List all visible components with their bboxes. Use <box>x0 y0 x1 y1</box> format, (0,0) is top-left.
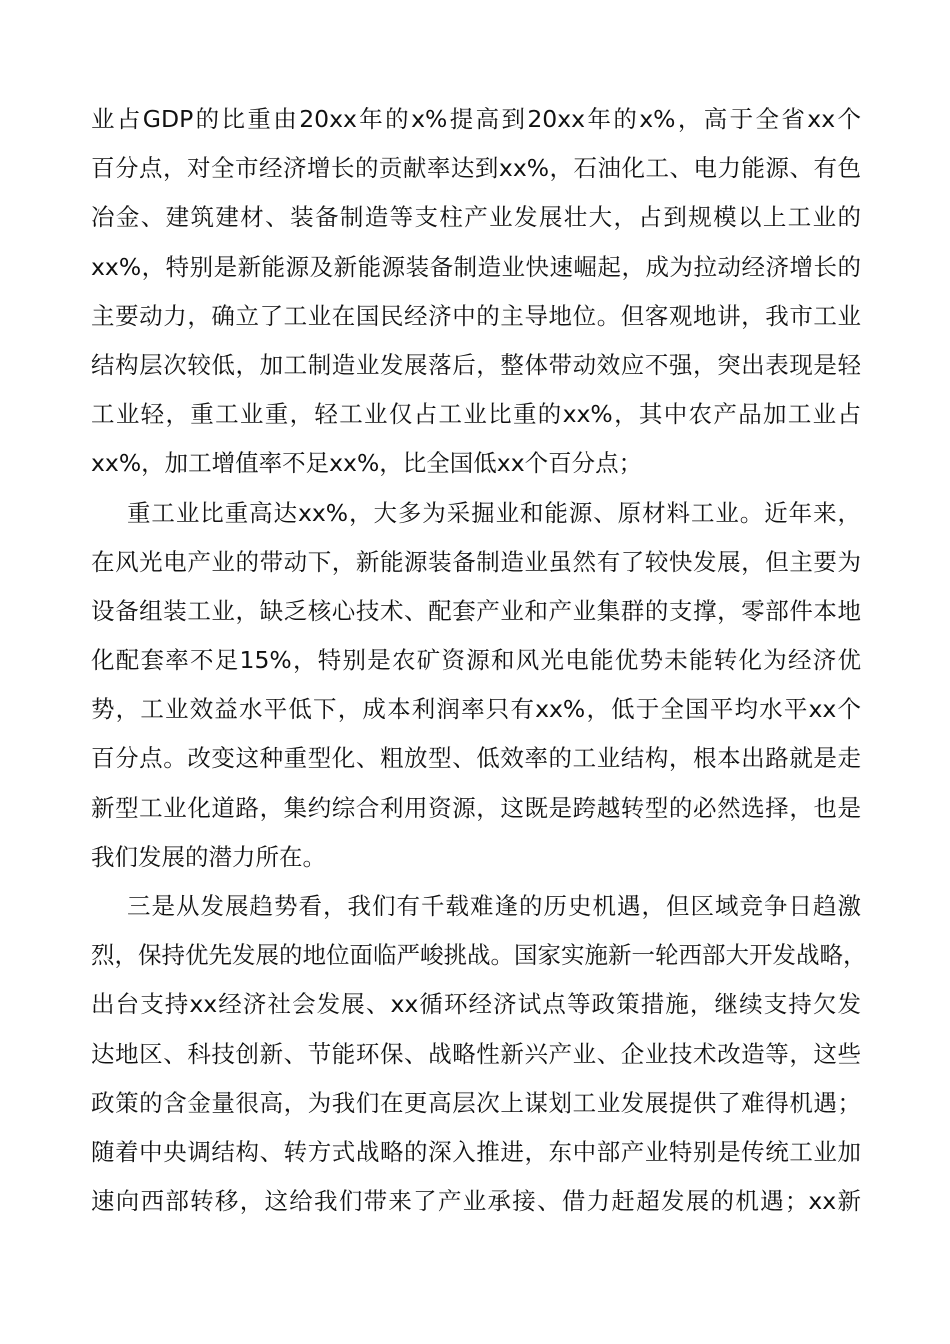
text-line: 结构层次较低，加工制造业发展落后，整体带动效应不强，突出表现是轻 <box>91 350 861 379</box>
body-text <box>91 95 867 1226</box>
text-line: 速向西部转移，这给我们带来了产业承接、借力赶超发展的机遇；xx新 <box>91 1187 861 1216</box>
text-line: 三是从发展趋势看，我们有千载难逢的历史机遇，但区域竞争日趋激 <box>127 892 861 920</box>
paragraph-1 <box>91 95 861 489</box>
text-line: 业占GDP的比重由20xx年的x%提高到20xx年的x%，高于全省xx个 <box>91 105 861 133</box>
text-line: 达地区、科技创新、节能环保、战略性新兴产业、企业技术改造等，这些 <box>91 1039 861 1068</box>
text-line: 化配套率不足15%，特别是农矿资源和风光电能优势未能转化为经济优 <box>91 646 861 675</box>
text-line: 随着中央调结构、转方式战略的深入推进，东中部产业特别是传统工业加 <box>91 1137 861 1166</box>
text-line: 设备组装工业，缺乏核心技术、配套产业和产业集群的支撑，零部件本地 <box>91 596 861 625</box>
text-line: 出台支持xx经济社会发展、xx循环经济试点等政策措施，继续支持欠发 <box>91 990 861 1019</box>
text-line: xx%，加工增值率不足xx%，比全国低xx个百分点； <box>91 449 643 478</box>
text-line: 势，工业效益水平低下，成本利润率只有xx%，低于全国平均水平xx个 <box>91 695 861 724</box>
text-line: 冶金、建筑建材、装备制造等支柱产业发展壮大，占到规模以上工业的 <box>91 203 861 232</box>
text-line: 重工业比重高达xx%，大多为采掘业和能源、原材料工业。近年来， <box>127 498 861 527</box>
text-line: 在风光电产业的带动下，新能源装备制造业虽然有了较快发展，但主要为 <box>91 547 861 576</box>
text-line: 我们发展的潜力所在。 <box>91 842 326 871</box>
paragraph-2 <box>91 489 861 883</box>
text-line: 政策的含金量很高，为我们在更高层次上谋划工业发展提供了难得机遇； <box>91 1088 861 1117</box>
text-line: 主要动力，确立了工业在国民经济中的主导地位。但客观地讲，我市工业 <box>91 301 861 330</box>
text-line: 百分点，对全市经济增长的贡献率达到xx%，石油化工、电力能源、有色 <box>91 154 861 183</box>
text-line: xx%，特别是新能源及新能源装备制造业快速崛起，成为拉动经济增长的 <box>91 252 861 281</box>
text-line: 新型工业化道路，集约综合利用资源，这既是跨越转型的必然选择，也是 <box>91 793 861 822</box>
paragraph-3 <box>91 882 867 1226</box>
text-line: 烈，保持优先发展的地位面临严峻挑战。国家实施新一轮西部大开发战略， <box>91 941 867 970</box>
text-line: 百分点。改变这种重型化、粗放型、低效率的工业结构，根本出路就是走 <box>91 744 861 773</box>
text-line: 工业轻，重工业重，轻工业仅占工业比重的xx%，其中农产品加工业占 <box>91 400 861 429</box>
